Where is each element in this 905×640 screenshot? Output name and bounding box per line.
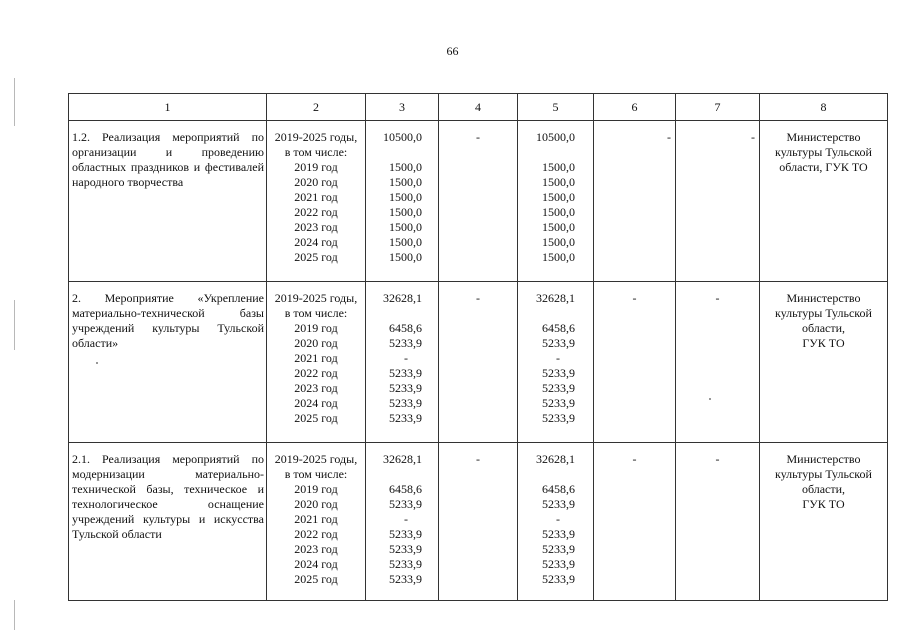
funding-total-cell (366, 282, 439, 443)
funding-value: 5233,9 (389, 396, 422, 410)
regional-budget-cell (518, 121, 594, 282)
column-header: 1 (69, 94, 267, 121)
column-header: 2 (267, 94, 366, 121)
column-header: 7 (676, 94, 760, 121)
regional-value: 5233,9 (542, 497, 575, 511)
funding-value: 1500,0 (389, 175, 422, 189)
executor-line: культуры Тульской (775, 145, 872, 159)
column-header: 8 (760, 94, 888, 121)
regional-value: 1500,0 (542, 250, 575, 264)
local-budget-cell: - (594, 282, 676, 443)
period-label: 2019-2025 годы, (274, 452, 358, 466)
regional-value: 6458,6 (542, 321, 575, 335)
funding-total: 32628,1 (383, 291, 422, 305)
funding-value: 5233,9 (389, 336, 422, 350)
scan-margin-line (14, 300, 15, 350)
funding-total-cell (366, 121, 439, 282)
funding-total-cell (366, 443, 439, 601)
regional-value: 1500,0 (542, 220, 575, 234)
scan-speck (709, 398, 711, 400)
spacer (518, 145, 593, 160)
measure-name: 1.2. Реализация мероприятий по организации и проведению областных праздников и фестивалей народного творчества (69, 121, 267, 282)
regional-total: 32628,1 (536, 452, 575, 466)
regional-value: 5233,9 (542, 557, 575, 571)
executor-line: культуры Тульской (775, 467, 872, 481)
funding-total: 32628,1 (383, 452, 422, 466)
year-label: 2023 год (294, 542, 338, 556)
funding-value: 1500,0 (389, 250, 422, 264)
column-header: 6 (594, 94, 676, 121)
period-cell (267, 121, 366, 282)
year-label: 2022 год (294, 527, 338, 541)
regional-value: 5233,9 (542, 572, 575, 586)
year-label: 2020 год (294, 497, 338, 511)
federal-budget-cell: - (439, 443, 518, 601)
funding-value: 5233,9 (389, 527, 422, 541)
other-sources-cell: - (676, 121, 760, 282)
regional-value: 5233,9 (542, 411, 575, 425)
year-label: 2021 год (294, 351, 338, 365)
year-label: 2021 год (294, 190, 338, 204)
page-number: 66 (446, 44, 459, 58)
funding-value: 6458,6 (389, 482, 422, 496)
funding-value: 5233,9 (389, 411, 422, 425)
regional-value: 1500,0 (542, 205, 575, 219)
regional-total: 32628,1 (536, 291, 575, 305)
regional-value: - (556, 351, 560, 365)
regional-value: 5233,9 (542, 336, 575, 350)
measure-name: 2.1. Реализация мероприятий по модернизации материально-технической базы, техническое и технологическое оснащение учреждений культуры и искусства Тульской области (69, 443, 267, 601)
year-label: 2022 год (294, 366, 338, 380)
executor-cell (760, 282, 888, 443)
executor-line: области, (801, 482, 846, 496)
regional-value: 1500,0 (542, 175, 575, 189)
funding-value: 1500,0 (389, 205, 422, 219)
regional-total: 10500,0 (536, 130, 575, 144)
spacer (366, 306, 438, 321)
funding-value: 5233,9 (389, 572, 422, 586)
year-label: 2025 год (294, 572, 338, 586)
period-note: в том числе: (284, 145, 348, 159)
scan-speck (96, 362, 98, 364)
regional-value: 1500,0 (542, 235, 575, 249)
executor-line: Министерство (786, 291, 861, 305)
period-label: 2019-2025 годы, (274, 130, 358, 144)
year-label: 2024 год (294, 235, 338, 249)
year-label: 2025 год (294, 411, 338, 425)
table-row (69, 282, 888, 443)
federal-budget-cell: - (439, 121, 518, 282)
executor-cell (760, 121, 888, 282)
year-label: 2025 год (294, 250, 338, 264)
executor-line: области, (801, 321, 846, 335)
period-cell (267, 443, 366, 601)
funding-value: 1500,0 (389, 235, 422, 249)
regional-value: 5233,9 (542, 381, 575, 395)
regional-value: 1500,0 (542, 190, 575, 204)
executor-line: ГУК ТО (802, 497, 845, 511)
table-row (69, 443, 888, 601)
executor-line: Министерство (786, 452, 861, 466)
funding-value: 5233,9 (389, 366, 422, 380)
year-label: 2023 год (294, 381, 338, 395)
executor-line: ГУК ТО (802, 336, 845, 350)
header-row (69, 94, 888, 121)
column-header: 5 (518, 94, 594, 121)
funding-value: - (404, 351, 408, 365)
funding-value: 5233,9 (389, 497, 422, 511)
regional-value: 5233,9 (542, 542, 575, 556)
program-measures-table (68, 93, 888, 601)
funding-value: - (404, 512, 408, 526)
regional-value: 1500,0 (542, 160, 575, 174)
measure-name: 2. Мероприятие «Укрепление материально-технической базы учреждений культуры Тульской области» (69, 282, 267, 443)
period-note: в том числе: (284, 306, 348, 320)
funding-total: 10500,0 (383, 130, 422, 144)
year-label: 2021 год (294, 512, 338, 526)
regional-value: 6458,6 (542, 482, 575, 496)
regional-value: 5233,9 (542, 366, 575, 380)
period-label: 2019-2025 годы, (274, 291, 358, 305)
local-budget-cell: - (594, 443, 676, 601)
funding-value: 5233,9 (389, 381, 422, 395)
table-row (69, 121, 888, 282)
funding-value: 5233,9 (389, 557, 422, 571)
year-label: 2020 год (294, 336, 338, 350)
period-note: в том числе: (284, 467, 348, 481)
year-label: 2023 год (294, 220, 338, 234)
federal-budget-cell: - (439, 282, 518, 443)
spacer (366, 467, 438, 482)
year-label: 2019 год (294, 482, 338, 496)
funding-value: 6458,6 (389, 321, 422, 335)
spacer (518, 467, 593, 482)
local-budget-cell: - (594, 121, 676, 282)
year-label: 2022 год (294, 205, 338, 219)
year-label: 2020 год (294, 175, 338, 189)
column-header: 4 (439, 94, 518, 121)
regional-budget-cell (518, 443, 594, 601)
year-label: 2024 год (294, 396, 338, 410)
funding-value: 1500,0 (389, 160, 422, 174)
column-header: 3 (366, 94, 439, 121)
regional-value: 5233,9 (542, 396, 575, 410)
spacer (518, 306, 593, 321)
regional-budget-cell (518, 282, 594, 443)
executor-line: культуры Тульской (775, 306, 872, 320)
executor-line: области, ГУК ТО (779, 160, 868, 174)
executor-line: Министерство (786, 130, 861, 144)
scan-margin-line (14, 600, 15, 630)
funding-value: 1500,0 (389, 190, 422, 204)
spacer (366, 145, 438, 160)
other-sources-cell: - (676, 443, 760, 601)
funding-value: 1500,0 (389, 220, 422, 234)
period-cell (267, 282, 366, 443)
executor-cell (760, 443, 888, 601)
regional-value: - (556, 512, 560, 526)
funding-value: 5233,9 (389, 542, 422, 556)
year-label: 2024 год (294, 557, 338, 571)
year-label: 2019 год (294, 321, 338, 335)
regional-value: 5233,9 (542, 527, 575, 541)
year-label: 2019 год (294, 160, 338, 174)
other-sources-cell: - (676, 282, 760, 443)
scan-margin-line (14, 78, 15, 126)
